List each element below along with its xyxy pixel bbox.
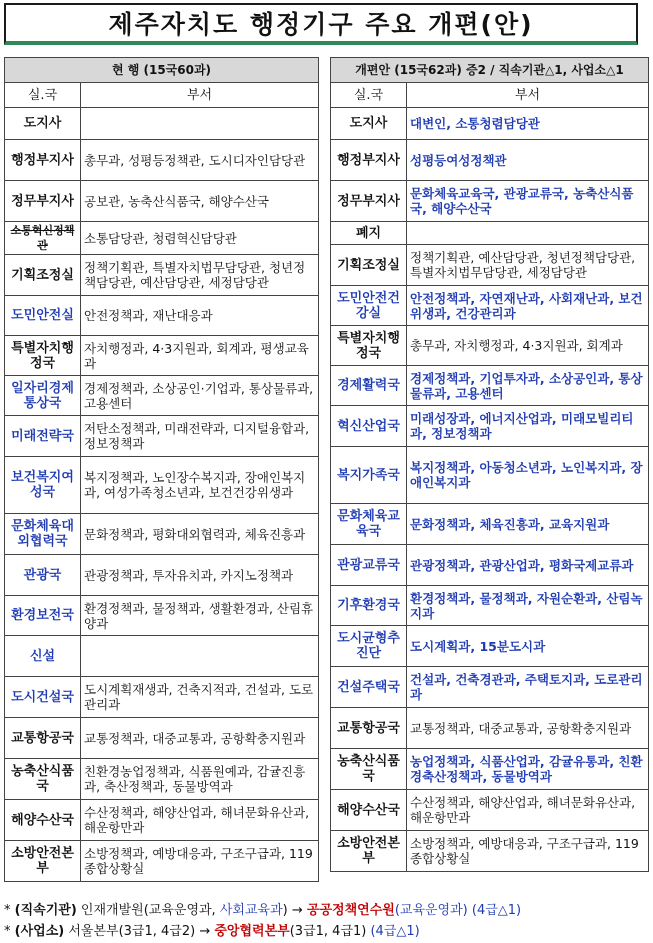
dept-cell: 도민안전실 (5, 296, 81, 336)
division-cell: 교통정책과, 대중교통과, 공항확충지원과 (407, 708, 649, 749)
dept-cell: 일자리경제통상국 (5, 376, 81, 416)
division-cell: 안전정책과, 자연재난과, 사회재난과, 보건위생과, 건강관리과 (407, 286, 649, 326)
division-cell: 친환경농업정책과, 식품원예과, 감귤진흥과, 축산정책과, 동물방역과 (81, 759, 319, 800)
division-cell: 문화정책과, 체육진흥과, 교육지원과 (407, 504, 649, 545)
division-cell: 관광정책과, 투자유치과, 카지노정책과 (81, 555, 319, 596)
dept-cell: 농축산식품국 (331, 749, 407, 790)
dept-cell: 소방안전본부 (5, 841, 81, 882)
dept-cell: 도시균형추진단 (331, 626, 407, 667)
dept-cell: 건설주택국 (331, 667, 407, 708)
footnote-new-name: 중앙협력본부 (214, 924, 290, 939)
dept-cell: 행정부지사 (331, 140, 407, 181)
dept-cell: 미래전략국 (5, 416, 81, 457)
dept-cell: 기획조정실 (331, 245, 407, 286)
dept-cell: 관광국 (5, 555, 81, 596)
division-cell: 농업정책과, 식품산업과, 감귤유통과, 친환경축산정책과, 동물방역과 (407, 749, 649, 790)
dept-cell: 문화체육대외협력국 (5, 514, 81, 555)
division-cell: 소방정책과, 예방대응과, 구조구급과, 119종합상황실 (407, 831, 649, 872)
division-cell: 정책기획관, 특별자치법무담당관, 청년정책담당관, 예산담당관, 세정담당관 (81, 255, 319, 296)
col-division-label: 부서 (407, 83, 649, 108)
dept-cell: 해양수산국 (5, 800, 81, 841)
division-cell: 공보관, 농축산식품국, 해양수산국 (81, 181, 319, 222)
dept-cell: 폐지 (331, 222, 407, 245)
dept-cell: 도시건설국 (5, 677, 81, 718)
footnote-text: 인재개발원(교육운영과, (80, 903, 216, 918)
arrow-icon: → (291, 903, 303, 918)
division-cell: 수산정책과, 해양산업과, 해녀문화유산과, 해운항만과 (81, 800, 319, 841)
dept-cell: 혁신산업국 (331, 406, 407, 447)
division-cell: 정책기획관, 예산담당관, 청년정책담당관, 특별자치법무담당관, 세정담당관 (407, 245, 649, 286)
division-cell: 교통정책과, 대중교통과, 공항확충지원과 (81, 718, 319, 759)
dept-cell: 도지사 (331, 108, 407, 140)
dept-cell: 교통항공국 (5, 718, 81, 759)
division-cell: 복지정책과, 노인장수복지과, 장애인복지과, 여성가족청소년과, 보건건강위생과 (81, 457, 319, 514)
dept-cell: 정무부지사 (5, 181, 81, 222)
division-cell: 건설과, 건축경관과, 주택토지과, 도로관리과 (407, 667, 649, 708)
dept-cell: 복지가족국 (331, 447, 407, 504)
dept-cell: 기후환경국 (331, 586, 407, 626)
division-cell: 대변인, 소통청렴담당관 (407, 108, 649, 140)
division-cell: 성평등여성정책관 (407, 140, 649, 181)
division-cell: 저탄소정책과, 미래전략과, 디지털융합과, 정보정책과 (81, 416, 319, 457)
footnote-bullet: * (4, 903, 11, 918)
page-title: 제주자치도 행정기구 주요 개편(안) (108, 10, 534, 39)
footnote-rest: (3급1, 4급1) (289, 924, 367, 939)
dept-cell: 농축산식품국 (5, 759, 81, 800)
footnote-highlight: 사회교육과 (219, 903, 283, 918)
division-cell: 안전정책과, 재난대응과 (81, 296, 319, 336)
dept-cell: 해양수산국 (331, 790, 407, 831)
division-cell: 도시계획재생과, 건축지적과, 건설과, 도로관리과 (81, 677, 319, 718)
division-cell: 미래성장과, 에너지산업과, 미래모빌리티과, 정보정책과 (407, 406, 649, 447)
dept-cell: 기획조정실 (5, 255, 81, 296)
dept-cell: 문화체육교육국 (331, 504, 407, 545)
division-cell: 소통담당관, 청렴혁신담당관 (81, 222, 319, 255)
dept-cell: 환경보전국 (5, 596, 81, 636)
division-cell: 복지정책과, 아동청소년과, 노인복지과, 장애인복지과 (407, 447, 649, 504)
footer-note-branch-office (4, 920, 420, 939)
proposed-org-table (330, 57, 649, 872)
dept-cell: 특별자치행정국 (5, 336, 81, 376)
dept-cell: 소방안전본부 (331, 831, 407, 872)
division-cell: 환경정책과, 물정책과, 생활환경과, 산림휴양과 (81, 596, 319, 636)
dept-cell: 도지사 (5, 108, 81, 140)
footnote-bullet: * (4, 924, 11, 939)
footnote-text: 서울본부(3급1, 4급2) (68, 924, 196, 939)
dept-cell: 특별자치행정국 (331, 326, 407, 366)
dept-cell: 보건복지여성국 (5, 457, 81, 514)
dept-cell: 정무부지사 (331, 181, 407, 222)
footnote-close: ) (282, 903, 288, 918)
division-cell: 총무과, 자치행정과, 4·3지원과, 회계과 (407, 326, 649, 366)
dept-cell: 경제활력국 (331, 366, 407, 406)
division-cell: 자치행정과, 4·3지원과, 회계과, 평생교육과 (81, 336, 319, 376)
col-dept-label: 실.국 (331, 83, 407, 108)
col-division-label: 부서 (81, 83, 319, 108)
dept-cell: 행정부지사 (5, 140, 81, 181)
division-cell: 도시계획과, 15분도시과 (407, 626, 649, 667)
proposed-header: 개편안 (15국62과) 증2 / 직속기관△1, 사업소△1 (331, 58, 649, 83)
footnote-delta: (4급△1) (370, 924, 420, 939)
division-cell: 관광정책과, 관광산업과, 평화국제교류과 (407, 545, 649, 586)
arrow-icon: → (199, 924, 211, 939)
title-box (4, 3, 638, 45)
division-cell (81, 108, 319, 140)
col-dept-label: 실.국 (5, 83, 81, 108)
division-cell: 총무과, 성평등정책관, 도시디자인담당관 (81, 140, 319, 181)
dept-cell: 신설 (5, 636, 81, 677)
division-cell: 문화정책과, 평화대외협력과, 체육진흥과 (81, 514, 319, 555)
footer-note-direct-agency (4, 899, 521, 918)
division-cell: 소방정책과, 예방대응과, 구조구급과, 119종합상황실 (81, 841, 319, 882)
dept-cell: 소통혁신정책관 (5, 222, 81, 255)
division-cell: 환경정책과, 물정책과, 자원순환과, 산림녹지과 (407, 586, 649, 626)
footnote-label: (직속기관) (14, 903, 77, 918)
division-cell: 경제정책과, 기업투자과, 소상공인과, 통상물류과, 고용센터 (407, 366, 649, 406)
dept-cell: 관광교류국 (331, 545, 407, 586)
footnote-label: (사업소) (14, 924, 65, 939)
division-cell (81, 636, 319, 677)
footnote-new-name: 공공정책연수원 (306, 903, 395, 918)
division-cell (407, 222, 649, 245)
current-org-table (4, 57, 319, 882)
division-cell: 경제정책과, 소상공인·기업과, 통상물류과, 고용센터 (81, 376, 319, 416)
dept-cell: 교통항공국 (331, 708, 407, 749)
current-header: 현 행 (15국60과) (5, 58, 319, 83)
division-cell: 수산정책과, 해양산업과, 해녀문화유산과, 해운항만과 (407, 790, 649, 831)
dept-cell: 도민안전건강실 (331, 286, 407, 326)
footnote-rest: (교육운영과) (4급△1) (394, 903, 522, 918)
division-cell: 문화체육교육국, 관광교류국, 농축산식품국, 해양수산국 (407, 181, 649, 222)
